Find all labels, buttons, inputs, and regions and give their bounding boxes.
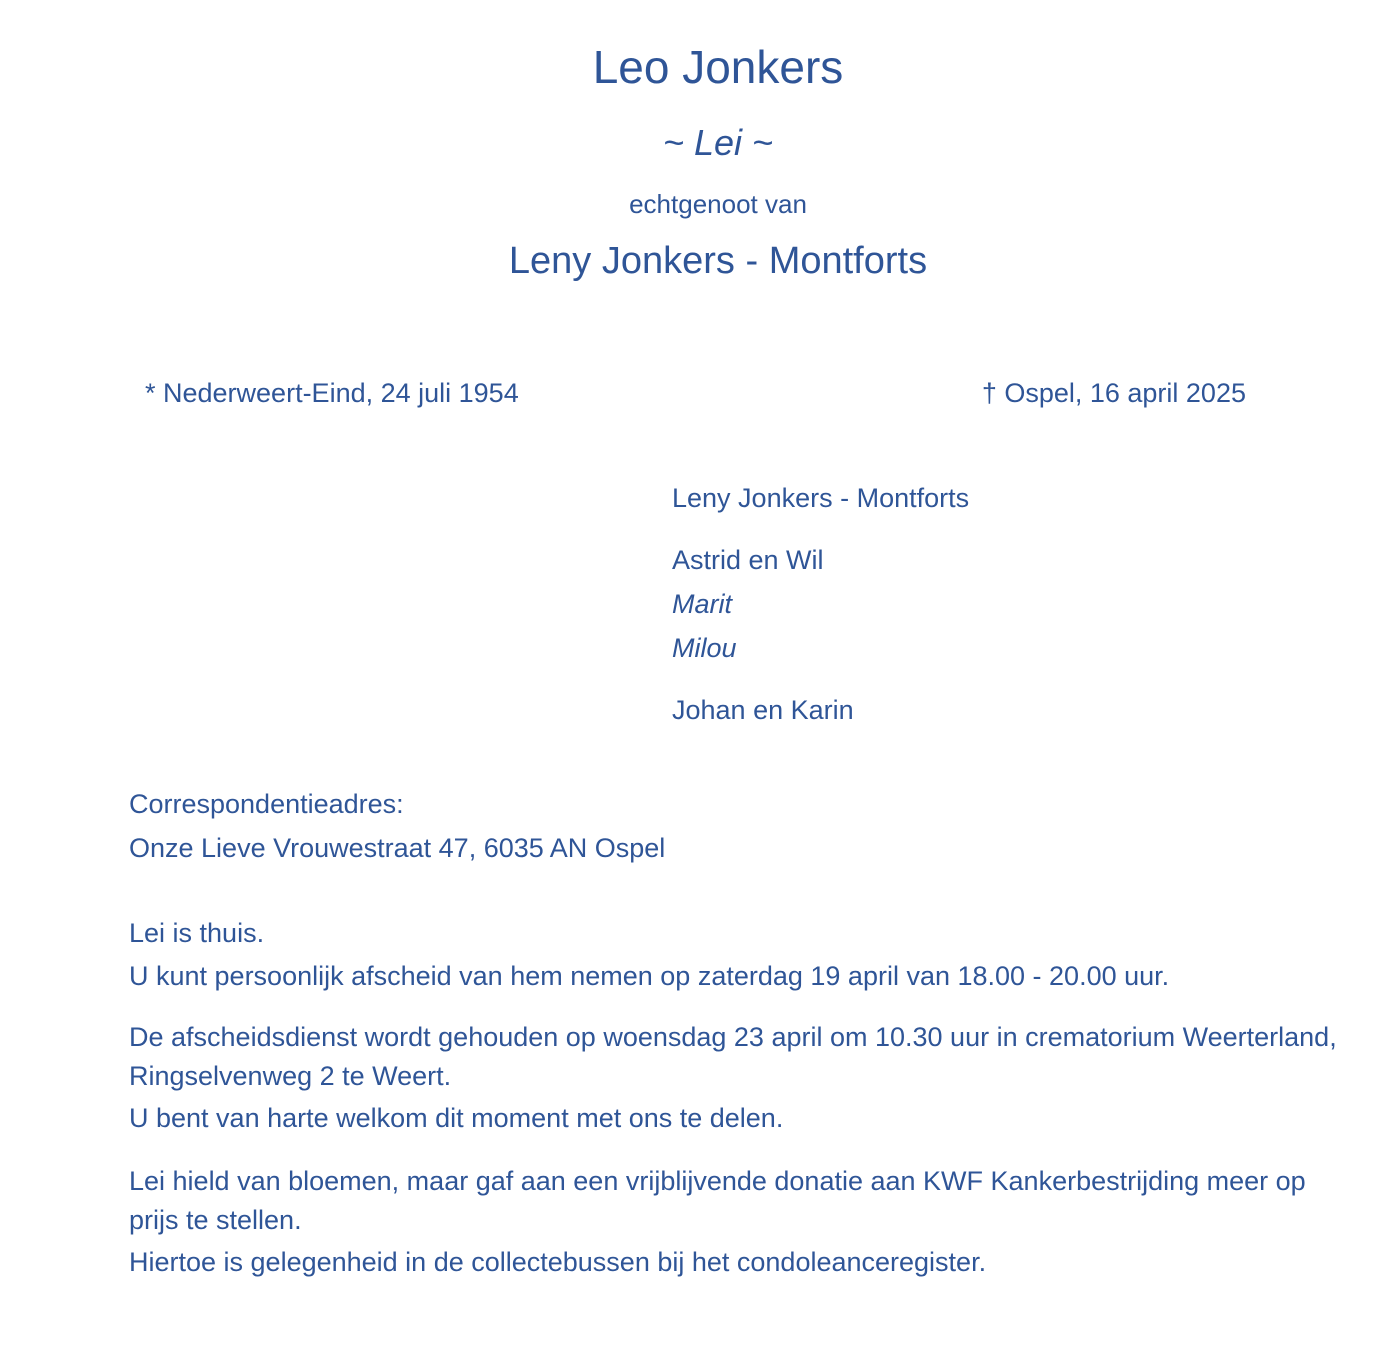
family-grandchild: Marit (672, 589, 732, 619)
deceased-name: Leo Jonkers (592, 41, 844, 93)
visitation-notice (129, 912, 1339, 998)
donation-collection: Hiertoe is gelegenheid in de collectebussen bij het condoleanceregister. (129, 1247, 987, 1277)
correspondence-address: Onze Lieve Vrouwestraat 47, 6035 AN Ospel (129, 833, 666, 863)
service-block (129, 1018, 1339, 1140)
family-child: Astrid en Wil (672, 545, 824, 575)
death-date: † Ospel, 16 april 2025 (981, 378, 1246, 408)
family-grandchild: Milou (672, 633, 737, 663)
correspondence-block (129, 782, 1339, 870)
deceased-nickname: ~ Lei ~ (662, 122, 774, 163)
family-spouse: Leny Jonkers - Montforts (672, 483, 970, 513)
spouse-name: Leny Jonkers - Montforts (508, 240, 928, 282)
family-child: Johan en Karin (672, 695, 854, 725)
donation-details: Lei hield van bloemen, maar gaf aan een vrijblijvende donatie aan KWF Kankerbestrijding meer op prijs te stellen. (129, 1166, 1306, 1235)
service-details: De afscheidsdienst wordt gehouden op woensdag 23 april om 10.30 uur in crematorium Weerterland, Ringselvenweg 2 te Weert. (129, 1022, 1337, 1091)
notice-home: Lei is thuis. (129, 918, 265, 948)
family-list (672, 476, 969, 732)
relation-label: echtgenoot van (629, 189, 807, 219)
service-welcome: U bent van harte welkom dit moment met ons te delen. (129, 1103, 784, 1133)
correspondence-label: Correspondentieadres: (129, 789, 404, 819)
notice-visitation: U kunt persoonlijk afscheid van hem nemen op zaterdag 19 april van 18.00 - 20.00 uur. (129, 961, 1170, 991)
birth-date: * Nederweert-Eind, 24 juli 1954 (145, 378, 519, 408)
donation-block (129, 1162, 1339, 1284)
